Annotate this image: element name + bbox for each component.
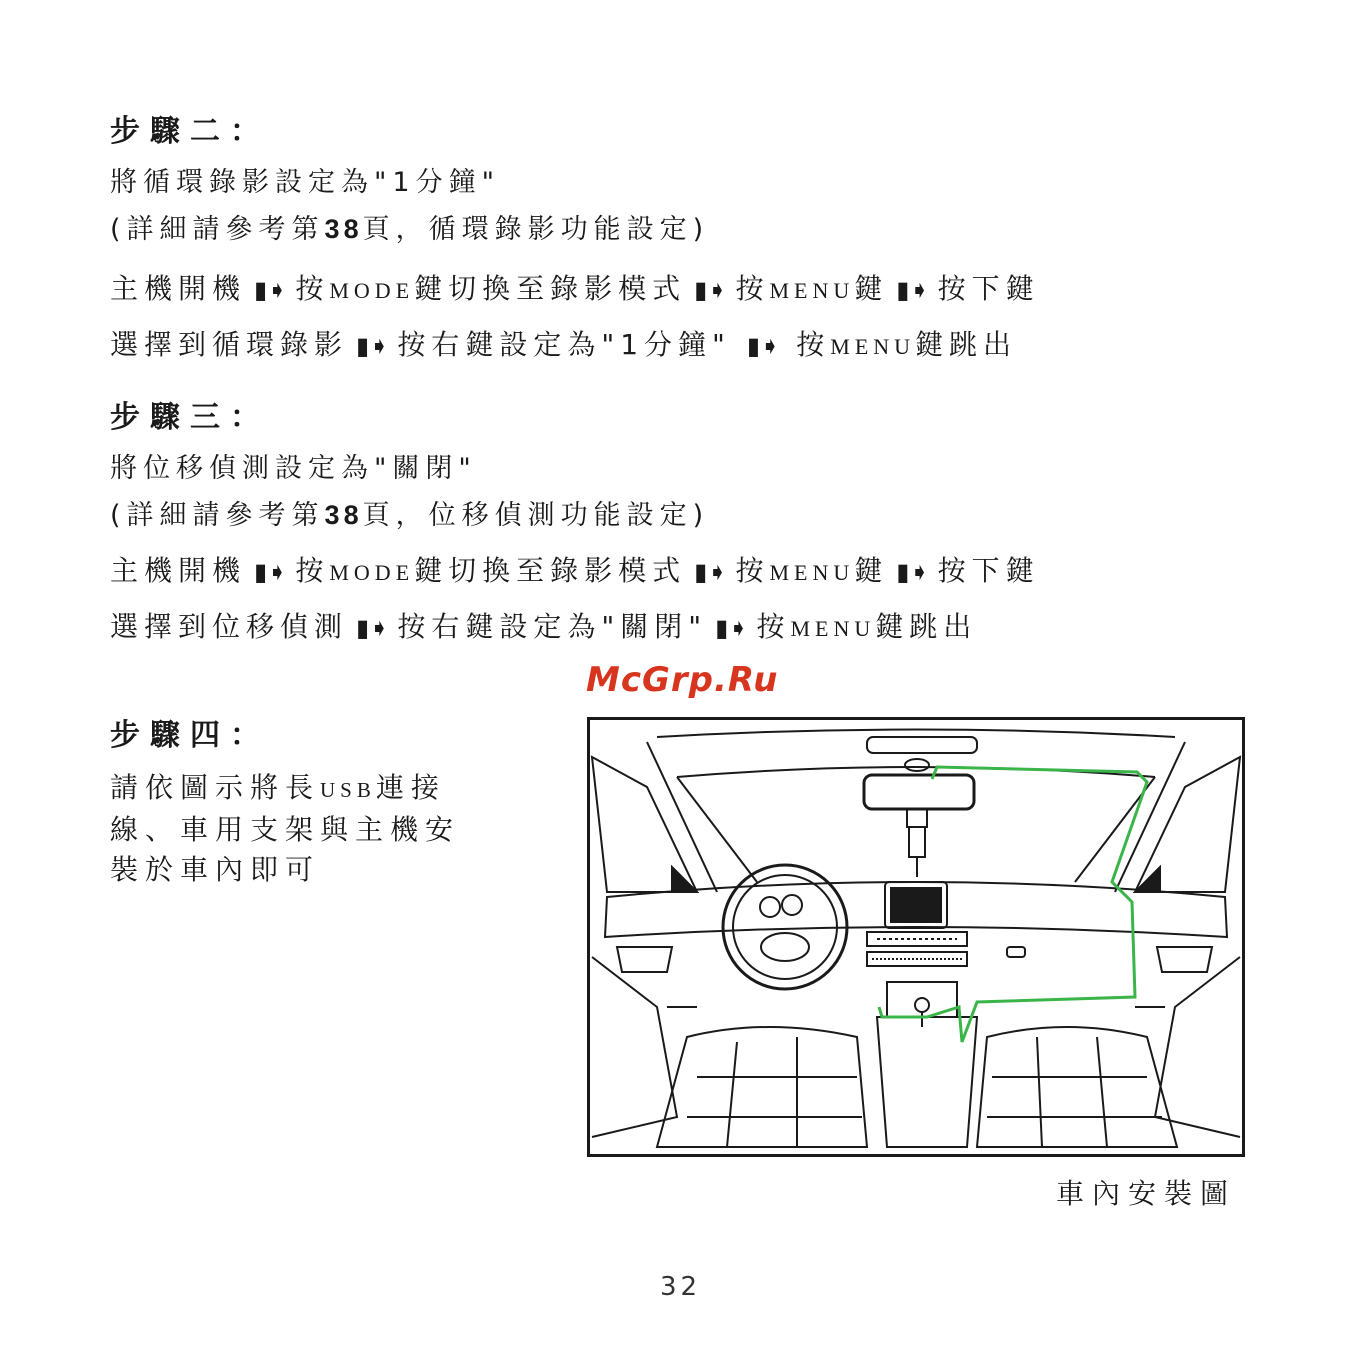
arrow-icon: ▮➧ xyxy=(254,558,288,586)
step2-instruction: 將循環錄影設定為"1分鐘" xyxy=(110,167,501,198)
arrow-icon: ▮➧ xyxy=(746,332,781,360)
step4-line3: 裝於車內即可 xyxy=(110,853,321,886)
step2-heading: 步驟二： xyxy=(110,114,270,149)
step2-reference: (詳細請參考第38頁，循環錄影功能設定) xyxy=(110,214,710,245)
step3-flow-line1: 主機開機 ▮➧ 按MODE鍵切換至錄影模式 ▮➧ 按MENU鍵 ▮➧ 按下鍵 xyxy=(110,544,1040,600)
arrow-icon: ▮➧ xyxy=(254,276,288,304)
step4-line1: 請依圖示將長USB連接 xyxy=(110,771,446,804)
step2-flow-line1: 主機開機 ▮➧ 按MODE鍵切換至錄影模式 ▮➧ 按MENU鍵 ▮➧ 按下鍵 xyxy=(110,262,1040,318)
car-interior-installation-diagram xyxy=(587,717,1245,1157)
step2-flow xyxy=(110,262,1040,374)
page-number: 32 xyxy=(659,1272,702,1302)
step3-flow xyxy=(110,544,1040,656)
watermark: McGrp.Ru xyxy=(586,660,779,700)
step4-section xyxy=(110,718,460,890)
arrow-icon: ▮➧ xyxy=(896,558,930,586)
step3-heading: 步驟三： xyxy=(110,400,270,435)
step3-section xyxy=(110,400,709,539)
step3-flow-line2: 選擇到位移偵測 ▮➧ 按右鍵設定為"關閉" ▮➧ 按MENU鍵跳出 xyxy=(110,600,1040,656)
arrow-icon: ▮➧ xyxy=(356,332,390,360)
step4-line2: 線、車用支架與主機安 xyxy=(110,813,461,846)
arrow-icon: ▮➧ xyxy=(694,558,728,586)
figure-caption: 車內安裝圖 xyxy=(1056,1177,1237,1210)
step2-flow-line2: 選擇到循環錄影 ▮➧ 按右鍵設定為"1分鐘" ▮➧ 按MENU鍵跳出 xyxy=(110,318,1040,374)
arrow-icon: ▮➧ xyxy=(896,276,930,304)
arrow-icon: ▮➧ xyxy=(694,276,728,304)
arrow-icon: ▮➧ xyxy=(715,614,749,642)
arrow-icon: ▮➧ xyxy=(356,614,390,642)
step2-section xyxy=(110,114,709,253)
step4-heading: 步驟四： xyxy=(110,718,270,753)
step3-reference: (詳細請參考第38頁，位移偵測功能設定) xyxy=(110,500,710,531)
step3-instruction: 將位移偵測設定為"關閉" xyxy=(110,453,477,484)
